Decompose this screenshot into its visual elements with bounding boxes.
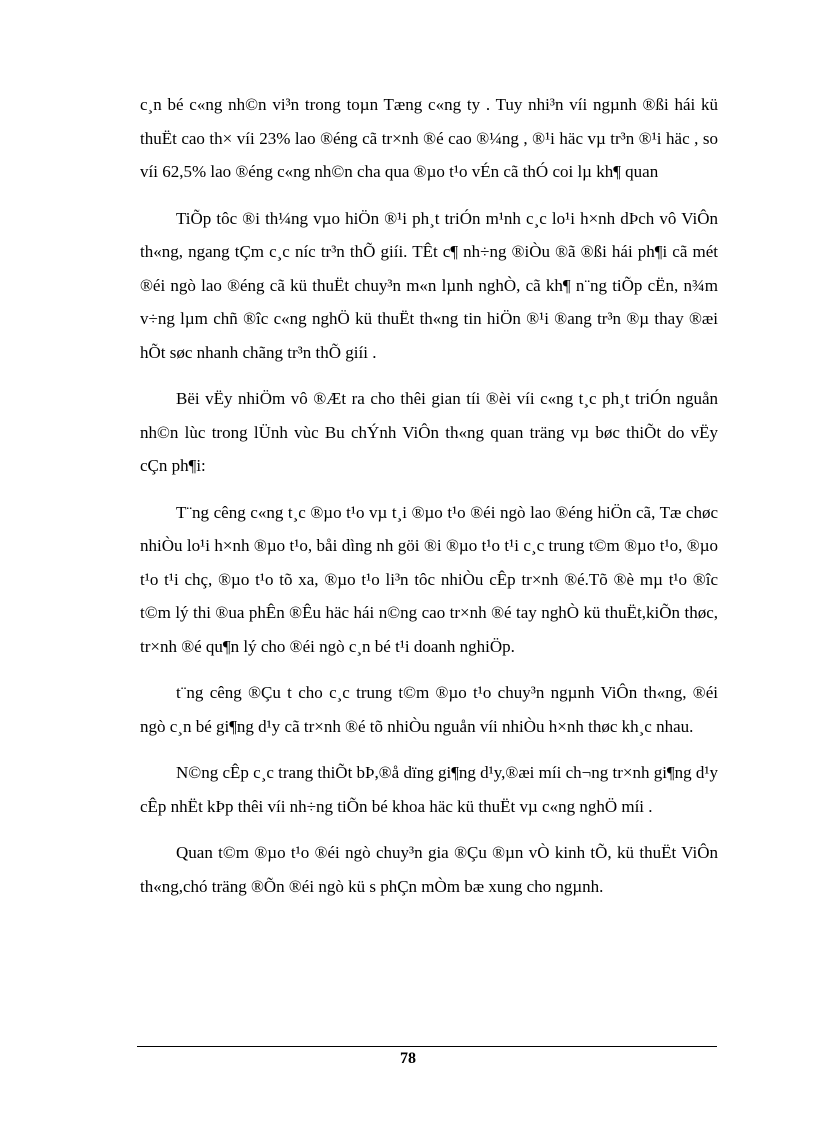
page-number: 78 xyxy=(400,1050,416,1067)
paragraph-2: TiÕp tôc ®i th¼ng vµo hiÖn ®¹i ph¸t triÓn m¹nh c¸c lo¹i h×nh dÞch vô ViÔn th«ng, ngang tÇm c¸c níc tr³n thÕ giíi. TÊt c¶ nh÷ng ®iÒu ®ã ®ßi hái ph¶i cã mét ®éi ngò lao ®éng cã kü thuËt chuy³n m«n lµnh nghÒ, cã kh¶ n¨ng tiÕp cËn, n¾m v÷ng lµm chñ ®îc c«ng nghÖ kü thuËt th«ng tin hiÖn ®¹i ®ang tr³n ®µ thay ®æi hÕt søc nhanh chãng tr³n thÕ giíi . xyxy=(140,208,718,362)
paragraph-3: Bëi vËy nhiÖm vô ®Æt ra cho thêi gian tíi ®èi víi c«ng t¸c ph¸t triÓn nguån nh©n lùc trong lÜnh vùc Bu chÝnh ViÔn th«ng quan träng vµ bøc thiÕt do vËy cÇn ph¶i: xyxy=(140,389,718,475)
footer-divider xyxy=(137,1046,717,1047)
body-text xyxy=(140,88,718,916)
paragraph-7: Quan t©m ®µo t¹o ®éi ngò chuy³n gia ®Çu ®µn vÒ kinh tÕ, kü thuËt ViÔn th«ng,chó träng ®Õn ®éi ngò kü s phÇn mÒm bæ xung cho ngµnh. xyxy=(140,843,718,896)
paragraph-5: t¨ng cêng ®Çu t cho c¸c trung t©m ®µo t¹o chuy³n ngµnh ViÔn th«ng, ®éi ngò c¸n bé gi¶ng d¹y cã tr×nh ®é tõ nhiÒu nguån víi nhiÒu h×nh thøc kh¸c nhau. xyxy=(140,683,718,736)
paragraph-6: N©ng cÊp c¸c trang thiÕt bÞ,®å dïng gi¶ng d¹y,®æi míi ch¬ng tr×nh gi¶ng d¹y cÊp nhËt kÞp thêi víi nh÷ng tiÕn bé khoa häc kü thuËt vµ c«ng nghÖ míi . xyxy=(140,763,718,816)
paragraph-1: c¸n bé c«ng nh©n vi³n trong toµn Tæng c«ng ty . Tuy nhi³n víi ngµnh ®ßi hái kü thuËt cao th× víi 23% lao ®éng cã tr×nh ®é cao ®¼ng , ®¹i häc vµ tr³n ®¹i häc , so víi 62,5% lao ®éng c«ng nh©n cha qua ®µo t¹o vÉn cã thÓ coi lµ kh¶ quan xyxy=(140,95,718,181)
paragraph-4: T¨ng cêng c«ng t¸c ®µo t¹o vµ t¸i ®µo t¹o ®éi ngò lao ®éng hiÖn cã, Tæ chøc nhiÒu lo¹i h×nh ®µo t¹o, båi dìng nh göi ®i ®µo t¹o t¹i c¸c trung t©m ®µo t¹o, ®µo t¹o t¹i chç, ®µo t¹o tõ xa, ®µo t¹o li³n tôc nhiÒu cÊp tr×nh ®é.Tõ ®è mµ t¹o ®îc t©m lý thi ®ua phÊn ®Êu häc hái n©ng cao tr×nh ®é tay nghÒ kü thuËt,kiÕn thøc, tr×nh ®é qu¶n lý cho ®éi ngò c¸n bé t¹i doanh nghiÖp. xyxy=(140,502,718,656)
